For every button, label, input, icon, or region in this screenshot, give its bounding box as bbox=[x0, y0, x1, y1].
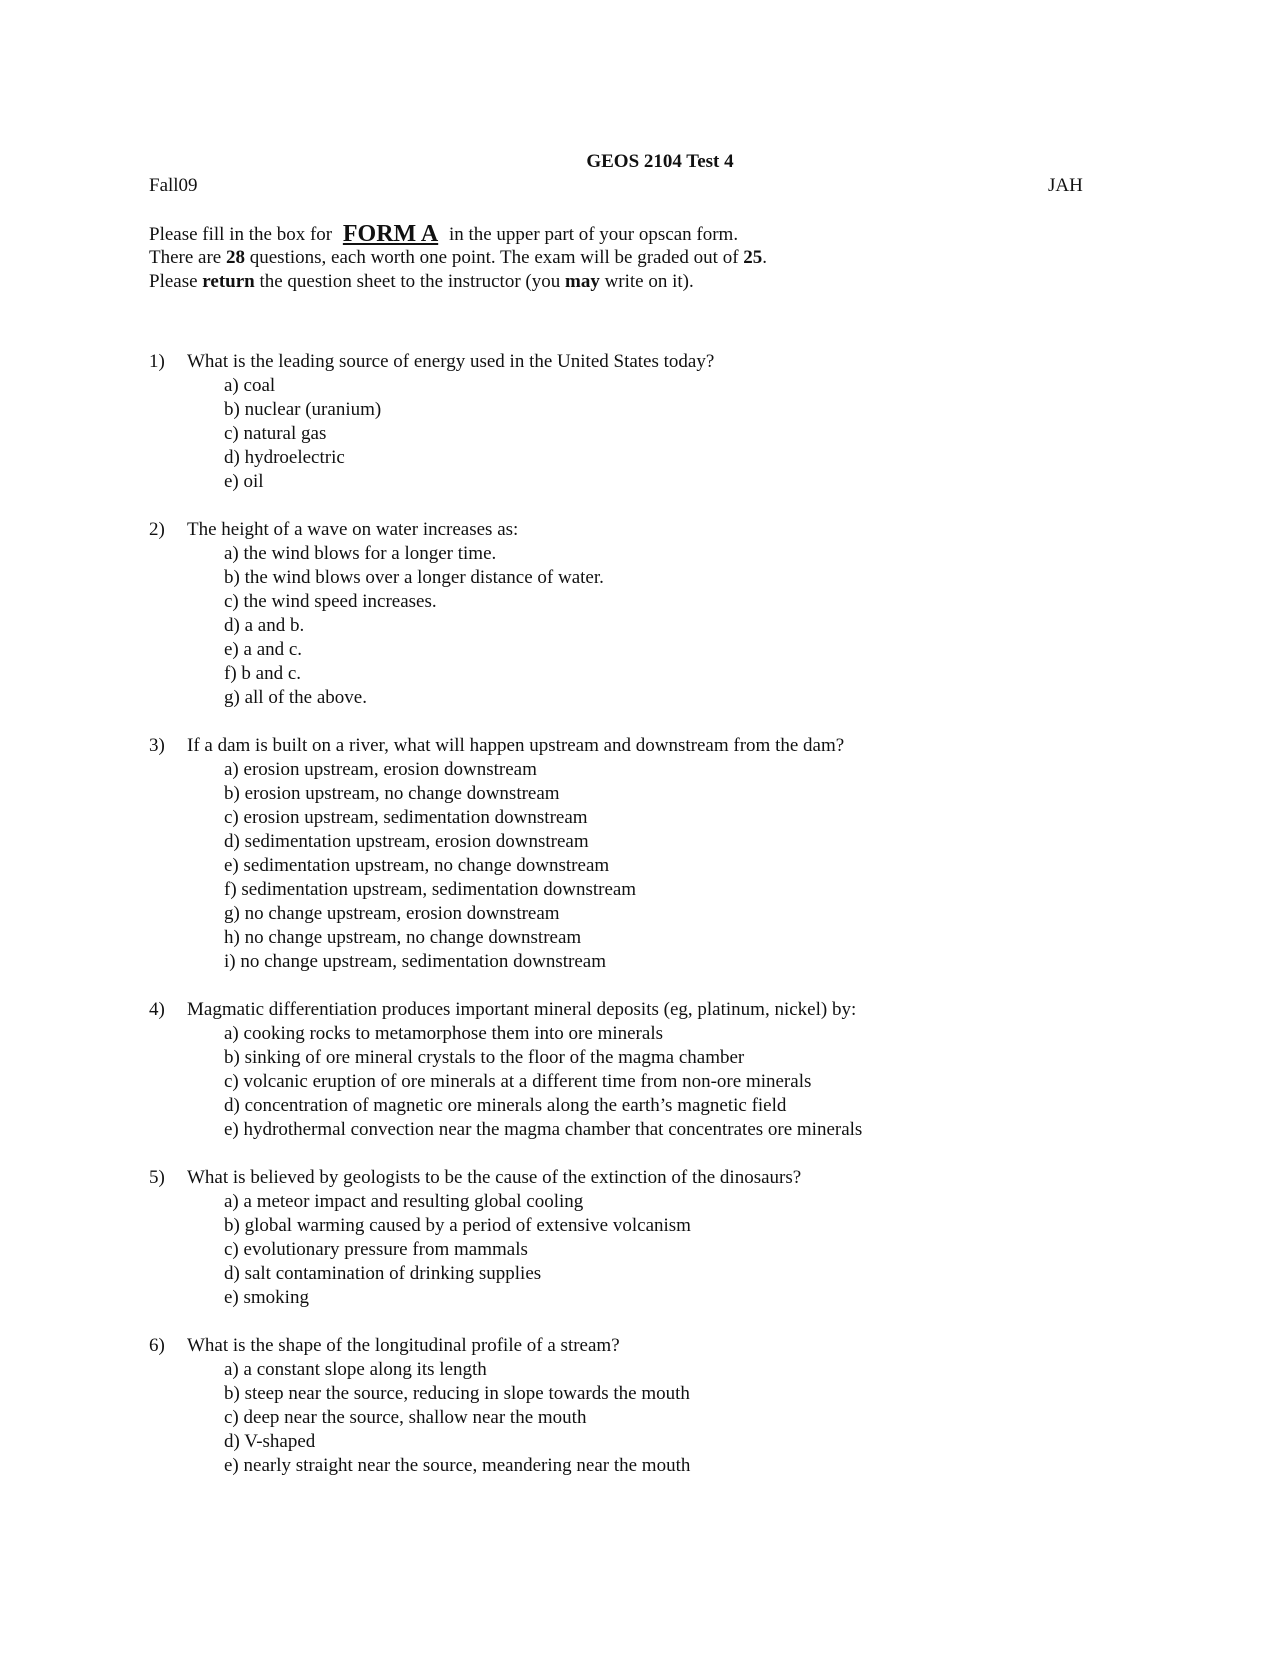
answer-choice: c) volcanic eruption of ore minerals at a different time from non-ore minerals bbox=[224, 1071, 812, 1092]
answer-choice: h) no change upstream, no change downstream bbox=[224, 927, 582, 948]
answer-choice: d) salt contamination of drinking supplies bbox=[224, 1263, 542, 1284]
answer-choice: d) concentration of magnetic ore minerals along the earth’s magnetic field bbox=[224, 1095, 787, 1116]
question-block bbox=[149, 1166, 1149, 1310]
answer-choice: c) the wind speed increases. bbox=[224, 591, 437, 612]
page-title: GEOS 2104 Test 4 bbox=[586, 151, 734, 172]
answer-choice: d) hydroelectric bbox=[224, 447, 345, 468]
question-number: 6) bbox=[149, 1335, 165, 1356]
term-label: Fall09 bbox=[149, 175, 198, 196]
instructions bbox=[149, 222, 1149, 294]
answer-choices bbox=[149, 1190, 1149, 1310]
instruction-text: There are bbox=[149, 247, 226, 268]
answer-choice: b) the wind blows over a longer distance of water. bbox=[224, 567, 604, 588]
answer-choice: b) erosion upstream, no change downstream bbox=[224, 783, 560, 804]
question-text: What is the shape of the longitudinal profile of a stream? bbox=[187, 1335, 620, 1356]
instruction-line-1 bbox=[149, 222, 1149, 246]
answer-choices bbox=[149, 758, 1149, 974]
question-stem bbox=[149, 518, 1149, 542]
answer-choice: a) cooking rocks to metamorphose them into ore minerals bbox=[224, 1023, 663, 1044]
answer-choice: b) global warming caused by a period of extensive volcanism bbox=[224, 1215, 691, 1236]
answer-choice: b) sinking of ore mineral crystals to the floor of the magma chamber bbox=[224, 1047, 745, 1068]
answer-choice: b) nuclear (uranium) bbox=[224, 399, 382, 420]
question-text: What is the leading source of energy used in the United States today? bbox=[187, 351, 715, 372]
answer-choice: c) natural gas bbox=[224, 423, 327, 444]
answer-choice: c) evolutionary pressure from mammals bbox=[224, 1239, 528, 1260]
question-block bbox=[149, 998, 1149, 1142]
instruction-text: . bbox=[762, 247, 768, 268]
instruction-line-2 bbox=[149, 246, 1149, 270]
question-text: Magmatic differentiation produces important mineral deposits (eg, platinum, nickel) by: bbox=[187, 999, 857, 1020]
emphasis-return: return bbox=[202, 271, 255, 292]
instruction-text: write on it). bbox=[599, 271, 694, 292]
instruction-text: Please bbox=[149, 271, 203, 292]
question-text: If a dam is built on a river, what will happen upstream and downstream from the dam? bbox=[187, 735, 845, 756]
author-initials: JAH bbox=[1048, 175, 1083, 196]
question-block bbox=[149, 350, 1149, 494]
question-block bbox=[149, 518, 1149, 710]
question-stem bbox=[149, 1334, 1149, 1358]
answer-choice: e) sedimentation upstream, no change downstream bbox=[224, 855, 610, 876]
question-block bbox=[149, 1334, 1149, 1478]
question-number: 5) bbox=[149, 1167, 165, 1188]
answer-choice: a) coal bbox=[224, 375, 276, 396]
answer-choices bbox=[149, 1022, 1149, 1142]
answer-choices bbox=[149, 374, 1149, 494]
question-text: What is believed by geologists to be the cause of the extinction of the dinosaurs? bbox=[187, 1167, 802, 1188]
question-number: 2) bbox=[149, 519, 165, 540]
question-stem bbox=[149, 734, 1149, 758]
question-number: 4) bbox=[149, 999, 165, 1020]
answer-choice: g) no change upstream, erosion downstream bbox=[224, 903, 560, 924]
question-number: 3) bbox=[149, 735, 165, 756]
answer-choice: c) deep near the source, shallow near the mouth bbox=[224, 1407, 587, 1428]
instruction-text: in the upper part of your opscan form. bbox=[448, 224, 739, 245]
answer-choice: e) nearly straight near the source, meandering near the mouth bbox=[224, 1455, 691, 1476]
answer-choice: f) sedimentation upstream, sedimentation downstream bbox=[224, 879, 637, 900]
answer-choice: a) a meteor impact and resulting global cooling bbox=[224, 1191, 584, 1212]
instruction-line-3 bbox=[149, 270, 1149, 294]
question-text: The height of a wave on water increases as: bbox=[187, 519, 519, 540]
answer-choices bbox=[149, 542, 1149, 710]
answer-choice: a) a constant slope along its length bbox=[224, 1359, 487, 1380]
question-number: 1) bbox=[149, 351, 165, 372]
answer-choice: e) oil bbox=[224, 471, 264, 492]
instruction-text: the question sheet to the instructor (you bbox=[254, 271, 565, 292]
answer-choice: i) no change upstream, sedimentation downstream bbox=[224, 951, 607, 972]
graded-total: 25 bbox=[743, 247, 763, 268]
answer-choice: b) steep near the source, reducing in slope towards the mouth bbox=[224, 1383, 690, 1404]
answer-choice: d) a and b. bbox=[224, 615, 305, 636]
answer-choice: g) all of the above. bbox=[224, 687, 367, 708]
answer-choices bbox=[149, 1358, 1149, 1478]
emphasis-may: may bbox=[565, 271, 600, 292]
answer-choice: e) hydrothermal convection near the magma chamber that concentrates ore minerals bbox=[224, 1119, 863, 1140]
question-stem bbox=[149, 1166, 1149, 1190]
instruction-text: questions, each worth one point. The exam will be graded out of bbox=[245, 247, 744, 268]
form-label: FORM A bbox=[342, 221, 439, 247]
question-block bbox=[149, 734, 1149, 974]
answer-choice: c) erosion upstream, sedimentation downstream bbox=[224, 807, 588, 828]
question-count: 28 bbox=[226, 247, 245, 268]
question-list bbox=[149, 350, 1149, 1502]
instruction-text: Please fill in the box for bbox=[149, 224, 333, 245]
answer-choice: f) b and c. bbox=[224, 663, 302, 684]
answer-choice: d) sedimentation upstream, erosion downstream bbox=[224, 831, 589, 852]
answer-choice: e) smoking bbox=[224, 1287, 309, 1308]
question-stem bbox=[149, 998, 1149, 1022]
answer-choice: e) a and c. bbox=[224, 639, 303, 660]
answer-choice: a) the wind blows for a longer time. bbox=[224, 543, 497, 564]
answer-choice: d) V-shaped bbox=[224, 1431, 316, 1452]
question-stem bbox=[149, 350, 1149, 374]
answer-choice: a) erosion upstream, erosion downstream bbox=[224, 759, 537, 780]
